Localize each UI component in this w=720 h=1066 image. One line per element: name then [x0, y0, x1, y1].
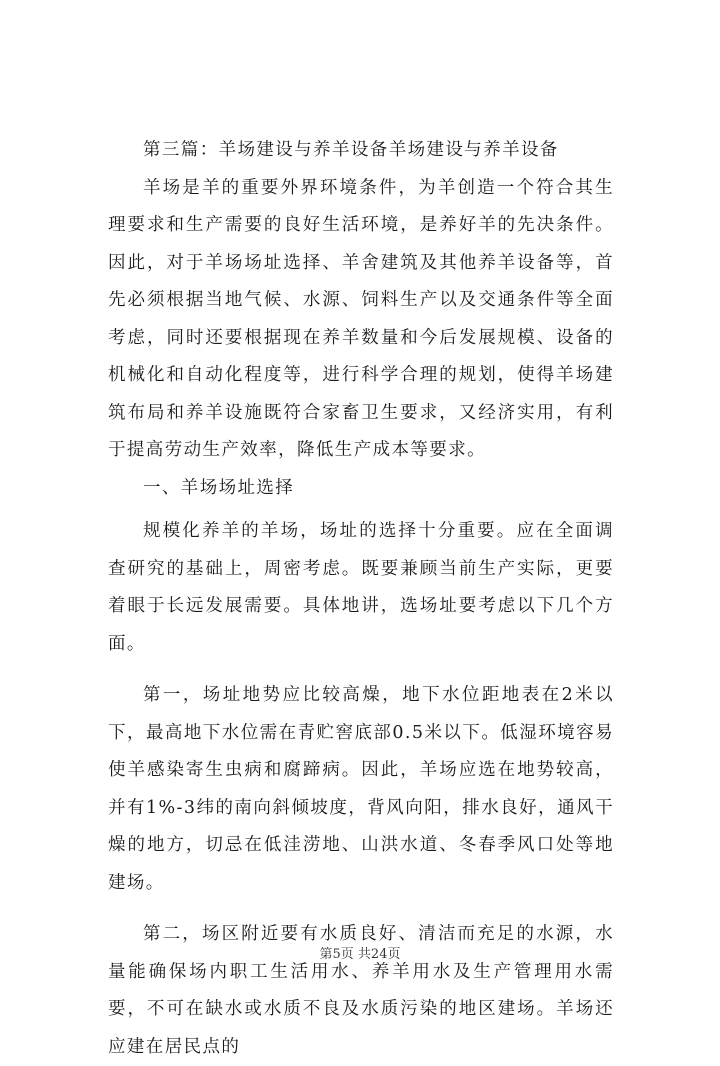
page-number: 第5页 共24页 [319, 947, 401, 962]
paragraph-second-point: 第二，场区附近要有水质良好、清洁而充足的水源，水量能确保场内职工生活用水、养羊用水及生产管理用水需要，不可在缺水或水质不良及水质污染的地区建场。羊场还应建在居民点的 [108, 924, 614, 1057]
section-heading: 一、羊场场址选择 [143, 477, 295, 498]
paragraph-intro: 羊场是羊的重要外界环境条件，为羊创造一个符合其生理要求和生产需要的良好生活环境，是养好羊的先决条件。因此，对于羊场场址选择、羊舍建筑及其他养羊设备等，首先必须根据当地气候、水源、饲料生产以及交通条件等全面考虑，同时还要根据现在养羊数量和今后发展规模、设备的机械化和自动化程度等，进行科学合理的规划，使得羊场建筑布局和养羊设施既符合家畜卫生要求，又经济实用，有利于提高劳动生产效率，降低生产成本等要求。 [108, 177, 614, 460]
paragraph-site-selection: 规模化养羊的羊场，场址的选择十分重要。应在全面调查研究的基础上，周密考虑。既要兼顾当前生产实际，更要着眼于长远发展需要。具体地讲，选场址要考虑以下几个方面。 [108, 521, 614, 654]
document-title: 第三篇：羊场建设与养羊设备羊场建设与养羊设备 [143, 140, 559, 160]
document-body [108, 132, 614, 1066]
paragraph-first-point: 第一，场址地势应比较高燥，地下水位距地表在2米以下，最高地下水位需在青贮窖底部0.5米以下。低湿环境容易使羊感染寄生虫病和腐蹄病。因此，羊场应选在地势较高，并有1%-3纬的南向斜倾坡度，背风向阳，排水良好，通风干燥的地方，切忌在低洼涝地、山洪水道、冬春季风口处等地建场。 [108, 685, 614, 893]
